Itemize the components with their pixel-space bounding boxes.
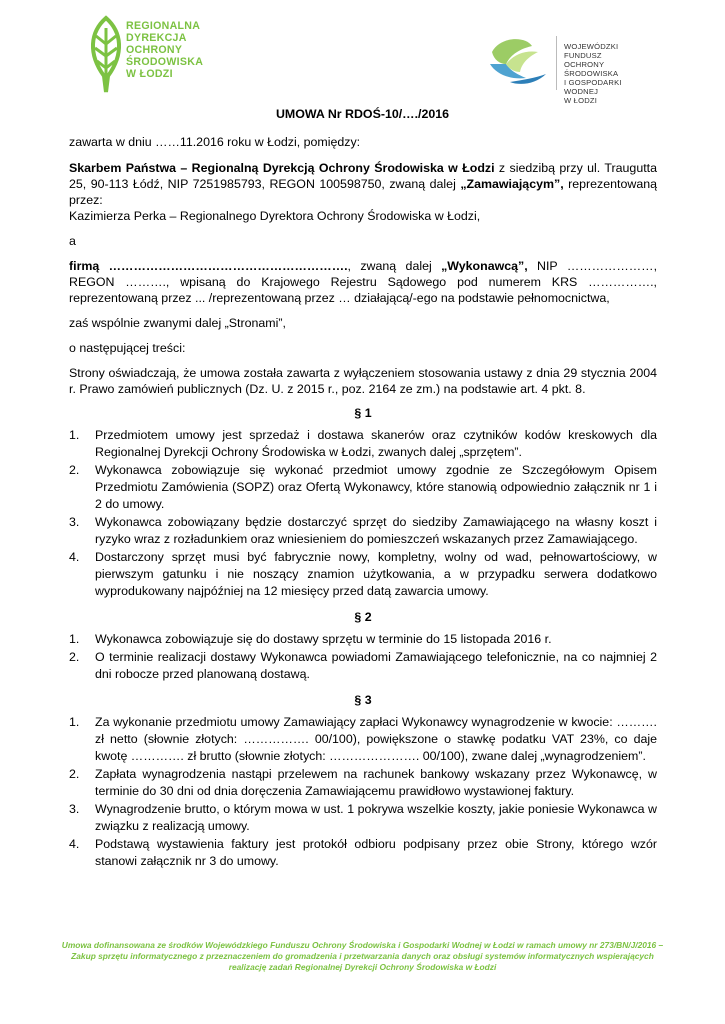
item-text: Przedmiotem umowy jest sprzedaż i dostawa skanerów oraz czytników kodów kreskowych dla Regionalnej Dyrekcji Ochrony Środowiska w Łodzi, zwanych dalej „sprzętem”. <box>95 428 657 459</box>
section-3-list <box>69 714 657 870</box>
item-number: 4. <box>69 837 80 851</box>
list-item <box>69 714 657 765</box>
list-item <box>69 514 657 548</box>
item-text: Podstawą wystawienia faktury jest protokół odbioru podpisany przez obie Strony, którego wzór stanowi załącznik nr 3 do umowy. <box>95 837 657 868</box>
item-text: Za wykonanie przedmiotu umowy Zamawiający zapłaci Wykonawcy wynagrodzenie w kwocie: ………. zł netto (słownie złotych: ……………. 00/100), powiększone o stawkę podatku VAT 23%, co daje kwotę …………. zł brutto (słownie złotych: …………………. 00/100), zwane dalej „wynagrodzeniem”. <box>95 715 657 763</box>
item-number: 1. <box>69 632 80 646</box>
item-text: Zapłata wynagrodzenia nastąpi przelewem na rachunek bankowy wskazany przez Wykonawcę, w terminie do 30 dni od dnia doręczenia Zamawiającemu prawidłowo wystawionej faktury. <box>95 767 657 798</box>
wfos-logo-text <box>564 42 656 105</box>
party1-details: z siedzibą przy ul. Traugutta 25, 90-113 Łódź, NIP 7251985793, REGON 100598750, zwaną dalej <box>69 161 657 191</box>
list-item <box>69 766 657 800</box>
list-item <box>69 631 657 648</box>
logo-line: OCHRONY ŚRODOWISKA <box>564 60 619 78</box>
party1-person: Kazimierza Perka – Regionalnego Dyrektora Ochrony Środowiska w Łodzi, <box>69 209 481 223</box>
section-heading: § 3 <box>354 693 372 707</box>
rdos-logo-text <box>126 20 203 80</box>
logo-line: I GOSPODARKI WODNEJ <box>564 78 622 96</box>
item-number: 1. <box>69 715 80 729</box>
item-text: Dostarczony sprzęt musi być fabrycznie nowy, kompletny, wolny od wad, pełnowartościowy, w pierwszym gatunku i nie noszący znamion użytkowania, a w przypadku serwera dodatkowo wyprodukowany najpóźniej na 12 miesięcy przed datą zawarcia umowy. <box>95 550 657 598</box>
following-line: o następującej treści: <box>69 341 186 355</box>
leaf-logo-icon <box>86 14 126 94</box>
party2-mid: , zwaną dalej <box>347 259 442 273</box>
together-line: zaś wspólnie zwanymi dalej „Stronami”, <box>69 316 286 330</box>
list-item <box>69 427 657 461</box>
list-item <box>69 462 657 513</box>
statement-paragraph: Strony oświadczają, że umowa została zawarta z wyłączeniem stosowania ustawy z dnia 29 stycznia 2004 r. Prawo zamówień publicznych (Dz. U. z 2015 r., poz. 2164 ze zm.) na podstawie art. 4 pkt. 8. <box>69 366 657 396</box>
logo-line: W ŁODZI <box>564 96 598 105</box>
party2-details: NIP …………………, REGON ………., wpisaną do Krajowego Rejestru Sądowego pod numerem KRS ……………., reprezentowaną przez ... /reprezentowaną przez … działającą/-ego na podstawie pełnomocnictwa, <box>69 259 658 305</box>
party1-name: Skarbem Państwa – Regionalną Dyrekcją Ochrony Środowiska w Łodzi <box>69 161 495 175</box>
party2-paragraph <box>69 258 657 306</box>
logo-line: OCHRONY <box>126 44 183 56</box>
item-number: 1. <box>69 428 80 442</box>
logo-line: DYREKCJA <box>126 32 187 44</box>
section-heading: § 2 <box>354 610 372 624</box>
wfos-logo-icon <box>486 34 552 90</box>
logo-divider <box>556 36 557 90</box>
logo-line: W ŁODZI <box>126 68 173 80</box>
logo-line: REGIONALNA <box>126 20 201 32</box>
intro-line: zawarta w dniu ……11.2016 roku w Łodzi, pomiędzy: <box>69 135 361 149</box>
party1-paragraph <box>69 160 657 208</box>
and-word: a <box>69 234 76 248</box>
party1-alias: „Zamawiającym”, <box>460 177 564 191</box>
logo-line: WOJEWÓDZKI FUNDUSZ <box>564 42 619 60</box>
party1-rep: reprezentowaną przez: <box>69 177 657 207</box>
item-number: 2. <box>69 650 80 664</box>
item-number: 2. <box>69 767 80 781</box>
section-2-list <box>69 631 657 683</box>
item-number: 4. <box>69 550 80 564</box>
wfosigw-logo <box>486 34 656 105</box>
rdos-logo <box>86 14 204 96</box>
item-number: 3. <box>69 515 80 529</box>
list-item <box>69 801 657 835</box>
item-text: Wynagrodzenie brutto, o którym mowa w ust. 1 pokrywa wszelkie koszty, jakie poniesie Wykonawca w związku z realizacją umowy. <box>95 802 657 833</box>
item-text: Wykonawca zobowiązany będzie dostarczyć sprzęt do siedziby Zamawiającego na własny koszt i ryzyko wraz z rozładunkiem oraz wniesieniem do pomieszczeń wskazanych przez Zamawiającego. <box>95 515 657 546</box>
document-body <box>69 134 657 871</box>
section-heading: § 1 <box>354 406 372 420</box>
party2-alias: „Wykonawcą”, <box>441 259 528 273</box>
funding-footer: Umowa dofinansowana ze środków Wojewódzkiego Funduszu Ochrony Środowiska i Gospodarki Wodnej w Łodzi w ramach umowy nr 273/BN/J/2016 – Zakup sprzętu informatycznego z przeznaczeniem do gromadzenia i przetwarzania danych oraz obsługi systemów informatycznych wspierających realizację zadań Regionalnej Dyrekcji Ochrony Środowiska w Łodzi <box>61 940 664 972</box>
item-text: Wykonawca zobowiązuje się wykonać przedmiot umowy zgodnie ze Szczegółowym Opisem Przedmiotu Zamówienia (SOPZ) oraz Ofertą Wykonawcy, które stanowią odpowiednio załącznik nr 1 i 2 do umowy. <box>95 463 657 511</box>
party2-firm: firmą …………………………………………………. <box>69 259 348 273</box>
item-text: O terminie realizacji dostawy Wykonawca powiadomi Zamawiającego telefonicznie, na co najmniej 2 dni robocze przed planowaną dostawą. <box>95 650 657 681</box>
logo-line: ŚRODOWISKA <box>126 56 204 68</box>
list-item <box>69 549 657 600</box>
item-number: 2. <box>69 463 80 477</box>
list-item <box>69 836 657 870</box>
item-number: 3. <box>69 802 80 816</box>
item-text: Wykonawca zobowiązuje się do dostawy sprzętu w terminie do 15 listopada 2016 r. <box>95 632 552 646</box>
section-1-list <box>69 427 657 600</box>
document-title: UMOWA Nr RDOŚ-10/…./2016 <box>275 107 450 121</box>
list-item <box>69 649 657 683</box>
